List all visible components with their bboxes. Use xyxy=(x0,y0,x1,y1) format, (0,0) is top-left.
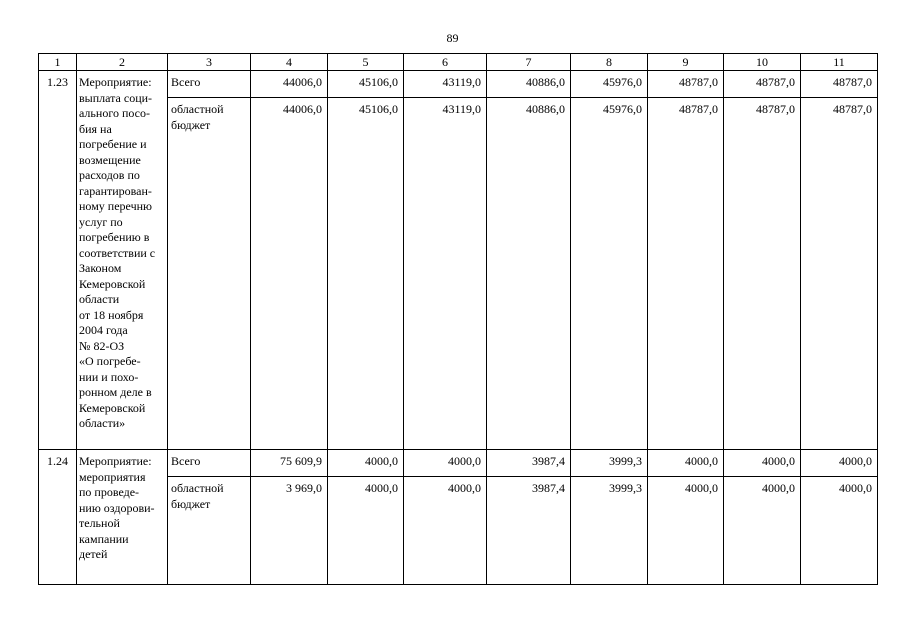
value-cell: 45106,0 xyxy=(328,71,404,98)
funding-source-line: областной xyxy=(171,481,224,495)
activity-name-line: соответствии с xyxy=(79,245,156,260)
activity-name-line: ному перечню xyxy=(79,199,152,213)
value-cell: 4000,0 xyxy=(328,477,404,585)
value-cell: 48787,0 xyxy=(648,71,724,98)
funding-source xyxy=(168,450,251,477)
header-cell: 10 xyxy=(724,54,801,71)
header-cell: 11 xyxy=(801,54,878,71)
header-row xyxy=(39,54,878,71)
table-row xyxy=(39,71,878,98)
activity-name-line: погребение и xyxy=(79,137,147,151)
activity-name xyxy=(77,450,168,585)
funding-source-line: Всего xyxy=(171,75,201,89)
row-code: 1.23 xyxy=(39,71,77,450)
activity-name-line: ронном деле в xyxy=(79,385,152,399)
value-cell: 45106,0 xyxy=(328,98,404,450)
value-cell: 3999,3 xyxy=(571,450,648,477)
funding-source-line: бюджет xyxy=(171,117,211,132)
value-cell: 3 969,0 xyxy=(251,477,328,585)
value-cell: 44006,0 xyxy=(251,98,328,450)
value-cell: 4000,0 xyxy=(801,477,878,585)
header-cell: 3 xyxy=(168,54,251,71)
activity-name-line: области» xyxy=(79,416,126,430)
value-cell: 4000,0 xyxy=(328,450,404,477)
activity-name-line: нию оздорови- xyxy=(79,500,155,515)
value-cell: 45976,0 xyxy=(571,71,648,98)
value-cell: 4000,0 xyxy=(648,450,724,477)
activity-name-line: Мероприятие: xyxy=(79,454,152,468)
row-code: 1.24 xyxy=(39,450,77,585)
funding-source-line: областной xyxy=(171,102,224,116)
activity-name-line: расходов по xyxy=(79,168,140,182)
funding-source-line: бюджет xyxy=(171,496,211,511)
header-cell: 8 xyxy=(571,54,648,71)
value-cell: 48787,0 xyxy=(801,98,878,450)
value-cell: 3999,3 xyxy=(571,477,648,585)
activity-name-line: погребению в xyxy=(79,230,150,244)
activity-name-line: «О погребе- xyxy=(79,354,141,368)
header-cell: 9 xyxy=(648,54,724,71)
activity-name-line: услуг по xyxy=(79,214,123,229)
value-cell: 43119,0 xyxy=(404,98,487,450)
activity-name-line: детей xyxy=(79,547,108,561)
header-cell: 4 xyxy=(251,54,328,71)
header-cell: 7 xyxy=(487,54,571,71)
value-cell: 4000,0 xyxy=(801,450,878,477)
activity-name-line: по проведе- xyxy=(79,485,140,499)
activity-name xyxy=(77,71,168,450)
activity-name-line: ального посо- xyxy=(79,106,150,120)
activity-name-line: нии и похо- xyxy=(79,369,139,384)
value-cell: 4000,0 xyxy=(404,477,487,585)
value-cell: 3987,4 xyxy=(487,450,571,477)
value-cell: 75 609,9 xyxy=(251,450,328,477)
value-cell: 40886,0 xyxy=(487,71,571,98)
activity-name-line: возмещение xyxy=(79,152,141,167)
activity-name-line: Кемеровской xyxy=(79,400,146,415)
activity-name-line: выплата соци- xyxy=(79,90,153,105)
funding-source xyxy=(168,477,251,585)
budget-table xyxy=(38,53,878,585)
header-cell: 5 xyxy=(328,54,404,71)
value-cell: 40886,0 xyxy=(487,98,571,450)
page-number: 89 xyxy=(446,31,459,45)
activity-name-line: № 82-ОЗ xyxy=(79,338,125,353)
value-cell: 4000,0 xyxy=(404,450,487,477)
value-cell: 4000,0 xyxy=(724,477,801,585)
activity-name-line: от 18 ноября xyxy=(79,307,144,322)
header-cell: 2 xyxy=(77,54,168,71)
funding-source-line: Всего xyxy=(171,454,201,468)
value-cell: 48787,0 xyxy=(724,71,801,98)
funding-source xyxy=(168,98,251,450)
funding-source xyxy=(168,71,251,98)
header-cell: 1 xyxy=(39,54,77,71)
table-row xyxy=(39,450,878,477)
activity-name-line: тельной xyxy=(79,516,120,530)
activity-name-line: мероприятия xyxy=(79,469,146,484)
activity-name-line: кампании xyxy=(79,531,129,546)
activity-name-line: бия на xyxy=(79,121,112,136)
activity-name-line: гарантирован- xyxy=(79,183,152,198)
table-body xyxy=(39,71,878,585)
activity-name-line: 2004 года xyxy=(79,323,128,337)
activity-name-line: Мероприятие: xyxy=(79,75,152,89)
header-cell: 6 xyxy=(404,54,487,71)
value-cell: 45976,0 xyxy=(571,98,648,450)
activity-name-line: области xyxy=(79,292,120,306)
value-cell: 3987,4 xyxy=(487,477,571,585)
value-cell: 48787,0 xyxy=(648,98,724,450)
value-cell: 44006,0 xyxy=(251,71,328,98)
value-cell: 4000,0 xyxy=(648,477,724,585)
activity-name-line: Кемеровской xyxy=(79,276,146,291)
activity-name-line: Законом xyxy=(79,261,122,275)
value-cell: 48787,0 xyxy=(724,98,801,450)
value-cell: 48787,0 xyxy=(801,71,878,98)
value-cell: 4000,0 xyxy=(724,450,801,477)
value-cell: 43119,0 xyxy=(404,71,487,98)
